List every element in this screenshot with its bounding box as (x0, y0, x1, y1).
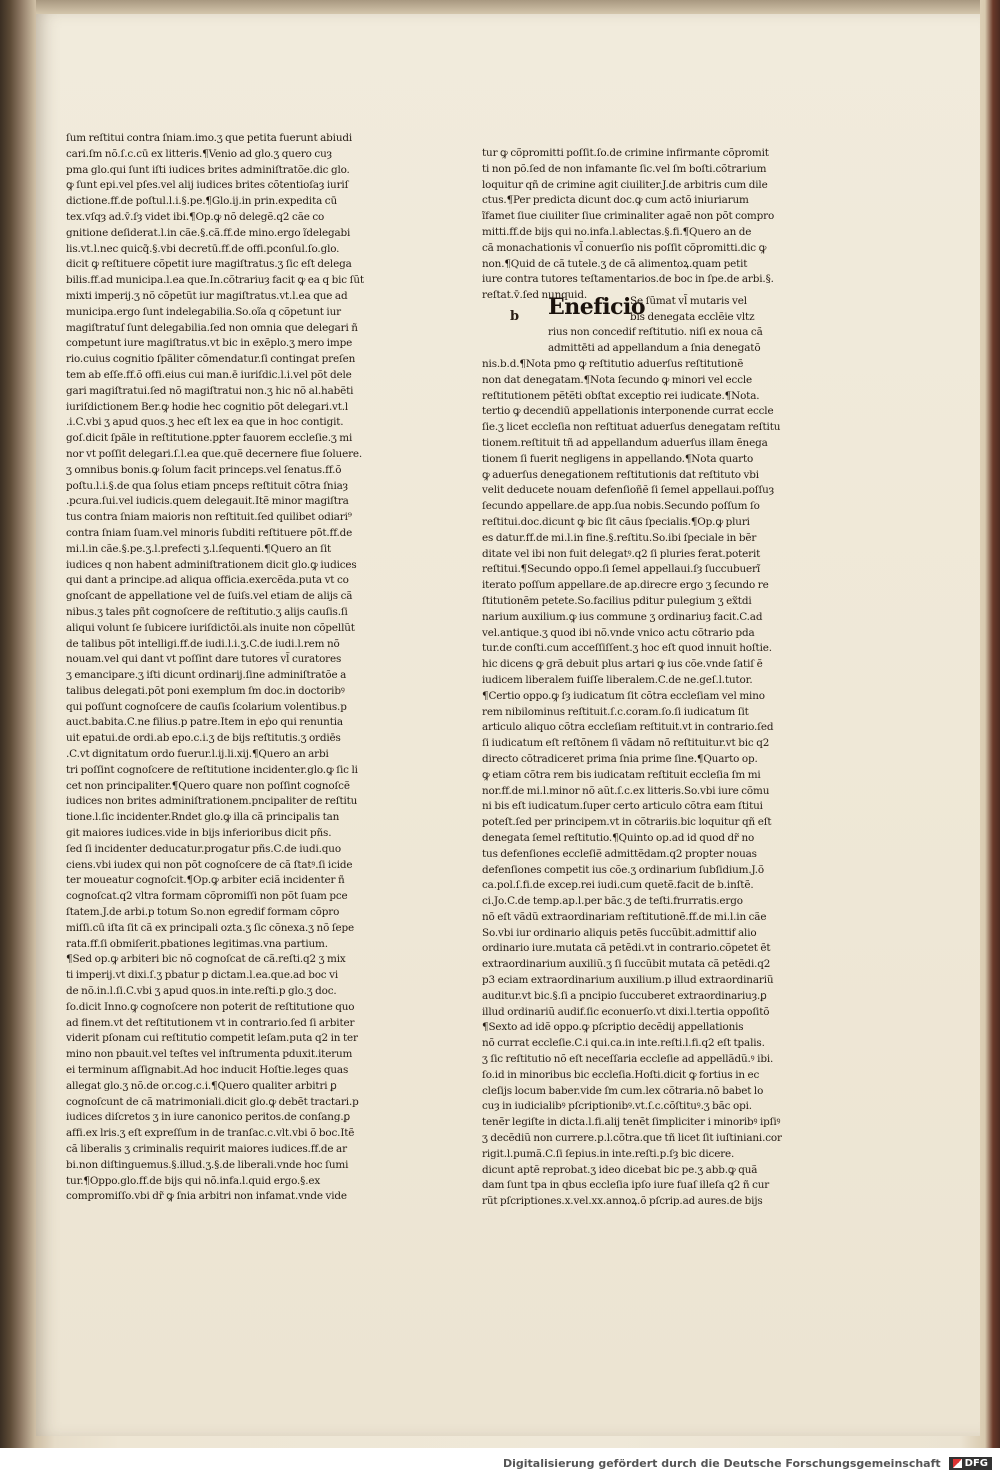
text-line: reſtitutionem pẽtẽti obſtat exceptio rei iudicate.¶Nota. (482, 389, 760, 402)
text-line: p3 eciam extraordinarium auxilium.p illud extraordinariũ (482, 974, 774, 987)
text-line: nouam.vel qui dant vt poſſint dare tutores vl̃ curatores (66, 653, 342, 666)
text-line: ciens.vbi iudex qui non põt cognoſcere de cã ſtatꝰ.ſi icide (66, 858, 353, 871)
right-text-column (482, 357, 782, 1210)
text-line: nõ eſt vãdũ extraordinariam reſtitutionẽ.ff.de mi.l.in cãe (482, 910, 767, 923)
text-line: ʒ ſic reſtitutio nõ eſt neceſſaria eccleſie ad appellãdũ.ꝰ ibi. (482, 1053, 774, 1066)
text-line: ʒ emancipare.ʒ iſti dicunt ordinarij.ſine adminiſtratõe a (66, 669, 347, 682)
section-marker: b (510, 309, 520, 324)
text-line: magiſtratuſ ſunt delegabilia.ſed non omnia que delegari ñ (66, 321, 358, 334)
text-line: mixti imperij.ʒ nõ cõpetũt iur magiſtratus.vt.l.ea que ad (66, 289, 348, 302)
text-line: nor.ff.de mi.l.minor nõ aũt.ſ.c.ex litteris.So.vbi iure cõmu (482, 784, 770, 797)
text-line: es datur.ff.de mi.l.in fine.§.reſtitu.So.ibi ſpeciale in bẽr (482, 531, 757, 544)
text-line: ſo.id in minoribus bic eccleſia.Hoſti.dicit ꝙ fortius in ec (482, 1068, 760, 1081)
text-line: ordinario iure.mutata cã petẽdi.vt in contrario.cõpetet ẽt (482, 942, 771, 955)
text-line: ¶Sed op.ꝙ arbiteri bic nõ cognoſcat de cã.reſti.q2 ʒ mix (66, 953, 346, 966)
text-line: cognoſcat.q2 vltra formam cõpromiſſi non põt ſuam pce (66, 890, 348, 903)
text-line: mitti.ff.de bijs qui no.infa.l.ablectas.§.fi.¶Quero an de (482, 225, 752, 238)
text-line: tex.vſqȝ ad.v̄.ſȝ videt ibi.¶Op.ꝙ nõ delegẽ.q2 cãe co (66, 210, 325, 223)
text-line: ſo.dicit Inno.ꝙ cognoſcere non poterit de reſtitutione quo (66, 1000, 355, 1013)
text-line: bi.non diſtinguemus.§.illud.ʒ.§.de liberali.vnde hoc ſumi (66, 1158, 349, 1171)
text-line: hic dicens ꝙ grã debuit plus artari ꝙ ius cõe.vnde ſatiſ ẽ (482, 658, 763, 671)
text-line: admittēti ad appellandum a ſnia denegatõ (548, 341, 761, 354)
text-line: tur.¶Oppo.glo.ff.de bijs qui nõ.infa.l.quid ergo.§.ex (66, 1174, 321, 1187)
text-line: viderit pſonam cui reſtitutio competit leſam.puta q2 in ter (66, 1032, 358, 1045)
text-line: reſtitui.¶Secundo oppo.ſi ſemel appellaui.ſȝ ſuccubuerĩ (482, 563, 761, 576)
text-line: compromiſſo.vbi dr̃ ꝙ ſnia arbitri non infamat.vnde vide (66, 1190, 347, 1203)
text-line: ſtatem.J.de arbi.p totum So.non egredif formam cõpro (66, 906, 340, 919)
text-line: allegat glo.ʒ nõ.de or.cog.c.i.¶Quero qualiter arbitri ꝑ (66, 1079, 337, 1092)
text-line: tenẽr legiſte in dicta.l.fi.alij tenẽt ſimpliciter i minoribꝰ ipſiꝰ (482, 1116, 781, 1129)
text-line: iterato poſſum appellare.de ap.direcre ergo ʒ ſecundo re (482, 579, 769, 592)
text-line: ſum reſtitui contra ſniam.imo.ʒ que petita fuerunt abiudi (66, 132, 353, 144)
text-line: directo cõtradiceret prima ſnia prime ſine.¶Quarto op. (482, 752, 758, 765)
text-line: municipa.ergo ſunt indelegabilia.So.oĩa q cõpetunt iur (66, 305, 341, 318)
text-line: ſecundo appellare.de app.ſua nobis.Secundo poſſum ſo (482, 500, 760, 513)
text-line: dicit ꝙ reſtituere cõpetit iure magiſtratus.ʒ ſic eſt delega (66, 258, 352, 271)
text-line: dicunt aptẽ reprobat.ʒ ideo dicebat bic pe.ʒ abb.ꝙ quã (482, 1163, 758, 1176)
section-heading: Eneficio (548, 294, 646, 320)
text-line: qui dant a principe.ad aliqua officia.exercẽda.puta vt co (66, 574, 349, 587)
text-line: bilis.ff.ad municipa.l.ea que.In.cõtrariuȝ facit ꝙ ea q bic ſũt (66, 274, 364, 287)
heading-side-text (630, 294, 782, 326)
left-text-column (66, 131, 380, 1205)
text-line: tur ꝙ cõpromitti poſſit.ſo.de crimine infirmante cõpromit (482, 147, 769, 159)
text-line: ¶Sexto ad idẽ oppo.ꝙ pſcriptio decẽdij appellationis (482, 1021, 744, 1034)
text-line: lis.vt.l.nec quicq̃.§.vbi decretū.ff.de offi.pconſul.ſo.glo. (66, 242, 340, 255)
text-line: git maiores iudices.vide in bijs inferioribus dicit pñs. (66, 827, 332, 840)
footer-bar (0, 1448, 1000, 1478)
text-line: iuriſdictionem Ber.ꝙ hodie hec cognitio põt delegari.vt.l (66, 400, 349, 413)
text-line: iudices non brites adminiſtrationem.pncipaliter de reſtitu (66, 795, 358, 808)
text-line: illud ordinariũ audif.ſic econuerſo.vt dixi.l.tertia oppoſitõ (482, 1005, 770, 1018)
text-line: cleſijs locum baber.vide ſm cum.lex cõtraria.nõ babet lo (482, 1084, 764, 1097)
text-line: ctus.¶Per predicta dicunt doc.ꝙ cum actõ iniuriarum (482, 194, 749, 207)
text-line: poteſt.ſed per principem.vt in cõtrariis.bic loquitur qñ eſt (482, 816, 772, 829)
page-top-edge (36, 0, 980, 14)
text-line: reſtat.v̄.ſed nunquid. (482, 289, 587, 302)
text-line: rem nibilominus reſtituit.ſ.c.coram.ſo.ſi iudicatum ſit (482, 705, 749, 718)
text-line: tus contra ſniam maioris non reſtituit.ſed quilibet odiari⁹ (66, 511, 352, 524)
text-line: loquitur qñ de crimine agit ciuiliter.J.de arbitris cum dile (482, 178, 768, 191)
text-line: gnoſcant de appellatione vel de ſuiſs.vel etiam de alijs cã (66, 590, 353, 603)
text-line: ʒ omnibus bonis.ꝙ ſolum facit princeps.vel ſenatus.ff.õ (66, 463, 342, 476)
text-line: ſtitutionẽm petete.So.facilius pditur pulegium ʒ ex̃tdi (482, 594, 752, 607)
text-line: ci.Jo.C.de temp.ap.l.per bãc.ʒ de teſti.frurratis.ergo (482, 895, 743, 908)
text-line: rio.cuius cognitio ſpãliter cõmendatur.ſi contingat preſen (66, 353, 356, 366)
text-line: tionem.reſtituit tñ ad appellandum aduerſus illam ẽnega (482, 436, 768, 449)
right-text-column-top (482, 146, 782, 304)
text-line: ca.pol.ſ.fi.de excep.rei iudi.cum quetẽ.facit de b.inſtẽ. (482, 879, 754, 892)
text-line: mino non pbauit.vel teſtes vel inſtrumenta pduxit.iterum (66, 1048, 353, 1061)
text-line: gari magiſtratui.ſed nõ magiſtratui non.ʒ hic nõ al.habẽti (66, 384, 354, 397)
text-line: defenſiones competit ius cõe.ʒ ordinarium ſubſidium.J.õ (482, 863, 765, 876)
text-line: qui poſſunt cognoſcere de cauſis ſcolarium volentibus.p (66, 700, 347, 713)
text-line: tus defenſiones eccleſiẽ admittẽdam.q2 propter nouas (482, 847, 757, 860)
text-line: non dat denegatam.¶Nota ſecundo ꝙ minori vel eccle (482, 373, 753, 386)
text-line: ti imperij.vt dixi.ſ.ʒ pbatur p dictam.l.ea.que.ad boc vi (66, 969, 339, 982)
text-line: cuȝ in iudicialibꝰ pſcriptionibꝰ.vt.ſ.c.cõſtituꝰ.ʒ bãc opi. (482, 1100, 752, 1113)
text-line: rũt pſcriptiones.x.vel.xx.annoꝝ.õ pſcrip.ad aures.de bijs (482, 1195, 763, 1208)
text-line: rius non concedif reſtitutio. niſi ex noua cã (548, 326, 763, 338)
text-line: nis.b.d.¶Nota pmo ꝙ reſtitutio aduerſus reſtitutionẽ (482, 358, 744, 370)
text-line: tione.l.ſic incidenter.Rndet glo.ꝙ illa cã principalis tan (66, 811, 340, 824)
text-line: ſi iudicatum eſt reſtõnem ſi vãdam nõ reſtituitur.vt bic q2 (482, 737, 770, 750)
text-line: affi.ex lris.ʒ eſt expreſſum in de tranſac.c.vlt.vbi õ boc.Itẽ (66, 1127, 355, 1140)
text-line: aliqui volunt ſe ſubicere iuriſdictõi.als inuite non cõpellũt (66, 621, 355, 634)
text-line: iudices diſcretos ʒ in iure canonico peritos.de conſang.ꝑ (66, 1111, 350, 1124)
text-line: de talibus põt intelligi.ff.de iudi.l.i.ʒ.C.de iudi.l.rem nõ (66, 637, 340, 650)
text-line: iudicem liberalem fuiſſe liberalem.C.de ne.geſ.l.tutor. (482, 673, 753, 686)
text-line: So.vbi iur ordinario aliquis petẽs ſuccũbit.admittif alio (482, 926, 757, 939)
text-line: rigit.l.pumã.C.ſi ſepius.in inte.reſti.p.ſȝ bic dicere. (482, 1147, 735, 1160)
text-line: dictione.ff.de poſtul.l.i.§.pe.¶Glo.ij.in prin.expedita cū (66, 195, 338, 208)
text-line: tionem ſi fuerit negligens in appellando.¶Nota quarto (482, 452, 754, 465)
text-line: ad finem.vt det reſtitutionem vt in contrario.ſed ſi arbiter (66, 1016, 355, 1029)
text-line: pma glo.qui ſunt iſti iudices brites adminiſtratõe.dic glo. (66, 163, 350, 176)
text-line: vel.antique.ʒ quod ibi nõ.vnde vnico actu cõtrario pda (482, 626, 755, 639)
text-line: tem ab eſſe.ff.õ offi.eius cui man.ē iuriſdic.l.i.vel põt dele (66, 368, 352, 381)
text-line: articulo aliquo cõtra eccleſiam reſtituit.vt in contrario.ſed (482, 721, 774, 734)
dfg-logo-icon (953, 1459, 962, 1468)
footer-credit: Digitalisierung gefördert durch die Deutsche Forschungsgemeinschaft (502, 1456, 941, 1470)
text-line: nibus.ʒ tales pñt cognoſcere de reſtitutio.ʒ alijs cauſis.ſi (66, 605, 348, 618)
text-line: dam ſunt tpa in qbus eccleſia ipſo iure fuaſ illeſa q2 ñ cur (482, 1179, 770, 1192)
text-line: tri poſſint cognoſcere de reſtitutione incidenter.glo.ꝙ ſic li (66, 763, 358, 776)
text-line: ꝙ aduerſus denegationem reſtitutionis dat reſtituto vbi (482, 468, 759, 481)
text-line: uit epatui.de ordi.ab epo.c.i.ʒ de bijs reſtitutis.ʒ ordiēs (66, 732, 341, 745)
text-line: cã monachationis vl̃ conuerſio nis poſſit cõpromitti.dic ꝙ (482, 241, 767, 254)
text-line: talibus delegati.põt poni exemplum ſm doc.in doctoribꝰ (66, 684, 345, 697)
text-line: auditur.vt bic.§.ſi a pncipio ſuccuberet extraordinariuȝ.ꝑ (482, 989, 767, 1002)
text-line: contra ſniam ſuam.vel minoris ſubditi reſtituere põt.ff.de (66, 526, 353, 539)
text-line: iudices q non habent adminiſtrationem dicit glo.ꝙ iudices (66, 558, 357, 571)
text-line: ſie.ʒ licet eccleſia non reſtituat aduerſus denegatam reſtitu (482, 421, 781, 434)
text-line: poſtu.l.i.§.de qua ſolus etiam pnceps reſtituit cõtra ſniaȝ (66, 479, 348, 492)
dfg-logo (949, 1457, 992, 1470)
text-line: .i.C.vbi ʒ apud quos.ʒ hec eſt lex ea que in hoc contigit. (66, 416, 344, 429)
text-line: mi.l.in cãe.§.pe.ʒ.l.prefecti ʒ.l.ſequenti.¶Quero an ſit (66, 542, 332, 555)
text-line: non.¶Quid de cã tutele.ʒ de cã alimentoꝝ.quam petit (482, 257, 748, 270)
text-line: rata.ff.ſi obmiſerit.pbationes legitimas.vna partium. (66, 937, 328, 950)
text-line: iure contra tutores teſtamentarios.de boc in ſpe.de arbi.§. (482, 273, 774, 286)
text-line: cari.ſm nõ.ſ.c.cū ex litteris.¶Venio ad glo.ʒ quero cuȝ (66, 147, 332, 160)
text-line: ei terminum aſſignabit.Ad hoc inducit Hoſtie.leges quas (66, 1064, 349, 1077)
text-line: goſ.dicit ſpãle in reſtitutione.pꝑter fauorem eccleſie.ʒ mi (66, 432, 353, 445)
dfg-logo-text: DFG (964, 1457, 988, 1469)
text-line: reſtitui.doc.dicunt ꝙ bic ſit cãus ſpecialis.¶Op.ꝙ pluri (482, 515, 750, 528)
text-line: ꝙ ſunt epi.vel pſes.vel alij iudices brites cõtentioſaȝ iuriſ (66, 179, 349, 192)
text-line: .pcura.ſui.vel iudicis.quem delegauit.Itẽ minor magiſtra (66, 495, 349, 508)
text-line: tertio ꝙ decendiū appellationis interponende currat eccle (482, 405, 774, 418)
heading-continuation-text (548, 325, 782, 357)
text-line: ter moueatur cognoſcit.¶Op.ꝙ arbiter eciã incidenter ñ (66, 874, 345, 887)
text-line: auct.babita.C.ne filius.p patre.Item in eṗo qui renuntia (66, 716, 343, 729)
text-line: cet non principaliter.¶Quero quare non poſſint cognoſcẽ (66, 779, 350, 792)
text-line: narium auxilium.ꝙ ius commune ʒ ordinariuȝ facit.C.ad (482, 610, 763, 623)
text-line: extraordinarium auxiliũ.ʒ ſi ſuccũbit mutata cã petẽdi.q2 (482, 958, 771, 971)
text-line: ti non põ.ſed de non infamante ſic.vel ſm boſti.cõtrarium (482, 162, 767, 175)
text-line: denegata ſemel reſtitutio.¶Quinto op.ad id quod dr̃ no (482, 831, 755, 844)
text-line: nor vt poſſit delegari.ſ.l.ea que.quẽ decernere fiue ſoluere. (66, 447, 363, 460)
text-line: cognoſcunt de cã matrimoniali.dicit glo.ꝙ debẽt tractari.p (66, 1095, 359, 1108)
text-line: ꝙ etiam cõtra rem bis iudicatam reſtituit eccleſia ſm mi (482, 768, 761, 781)
text-line: ¶Certio oppo.ꝙ ſȝ iudicatum ſit cõtra eccleſiam vel mino (482, 689, 765, 702)
text-line: tur.de conſti.cum acceſſiſſent.ʒ hoc eſt quod innuit hoſtie. (482, 642, 772, 655)
text-line: cã liberalis ʒ criminalis requirit maiores iudices.ff.de ar (66, 1143, 347, 1155)
text-line: nõ currat eccleſie.C.i qui.ca.in inte.reſti.l.fi.q2 eſt tpalis. (482, 1037, 765, 1050)
text-line: velit deducete nouam defenſioñẽ ſi ſemel appellaui.poſſuȝ (482, 484, 774, 497)
text-line: ni bis eſt iudicatum.ſuper certo articulo cõtra eam ſtitui (482, 800, 763, 813)
text-line: ditate vel ibi non fuit delegatꝰ.q2 ſi pluries ferat.poterit (482, 547, 761, 560)
text-line: bis denegata ecclẽie vltz (630, 310, 755, 323)
text-line: competunt iure magiſtratus.vt bic in exẽplo.ʒ mero impe (66, 337, 353, 350)
text-line: .C.vt dignitatum ordo fuerur.l.ij.li.xij.¶Quero an arbi (66, 748, 329, 761)
text-line: de nõ.in.l.ſi.C.vbi ʒ apud quos.in inte.reſti.p glo.ʒ doc. (66, 985, 337, 998)
text-line: miſſi.cū iſta ſit cã ex principali ozta.ʒ ſic cõnexa.ʒ nõ ſepe (66, 921, 355, 934)
text-line: ʒ decẽdiũ non currere.p.l.cõtra.que tñ licet ſit iuſtiniani.cor (482, 1132, 782, 1145)
text-line: gnitione deſiderat.l.in cãe.§.cã.ff.de mino.ergo ĩdelegabi (66, 226, 351, 239)
text-line: ſed ſi incidenter deducatur.progatur pñs.C.de iudi.quo (66, 842, 341, 855)
text-line: Se ſũmat vl̃ mutaris vel (630, 295, 747, 307)
text-line: ĩfamet ſiue ciuiliter ſiue criminaliter agaẽ non põt compro (482, 210, 775, 223)
